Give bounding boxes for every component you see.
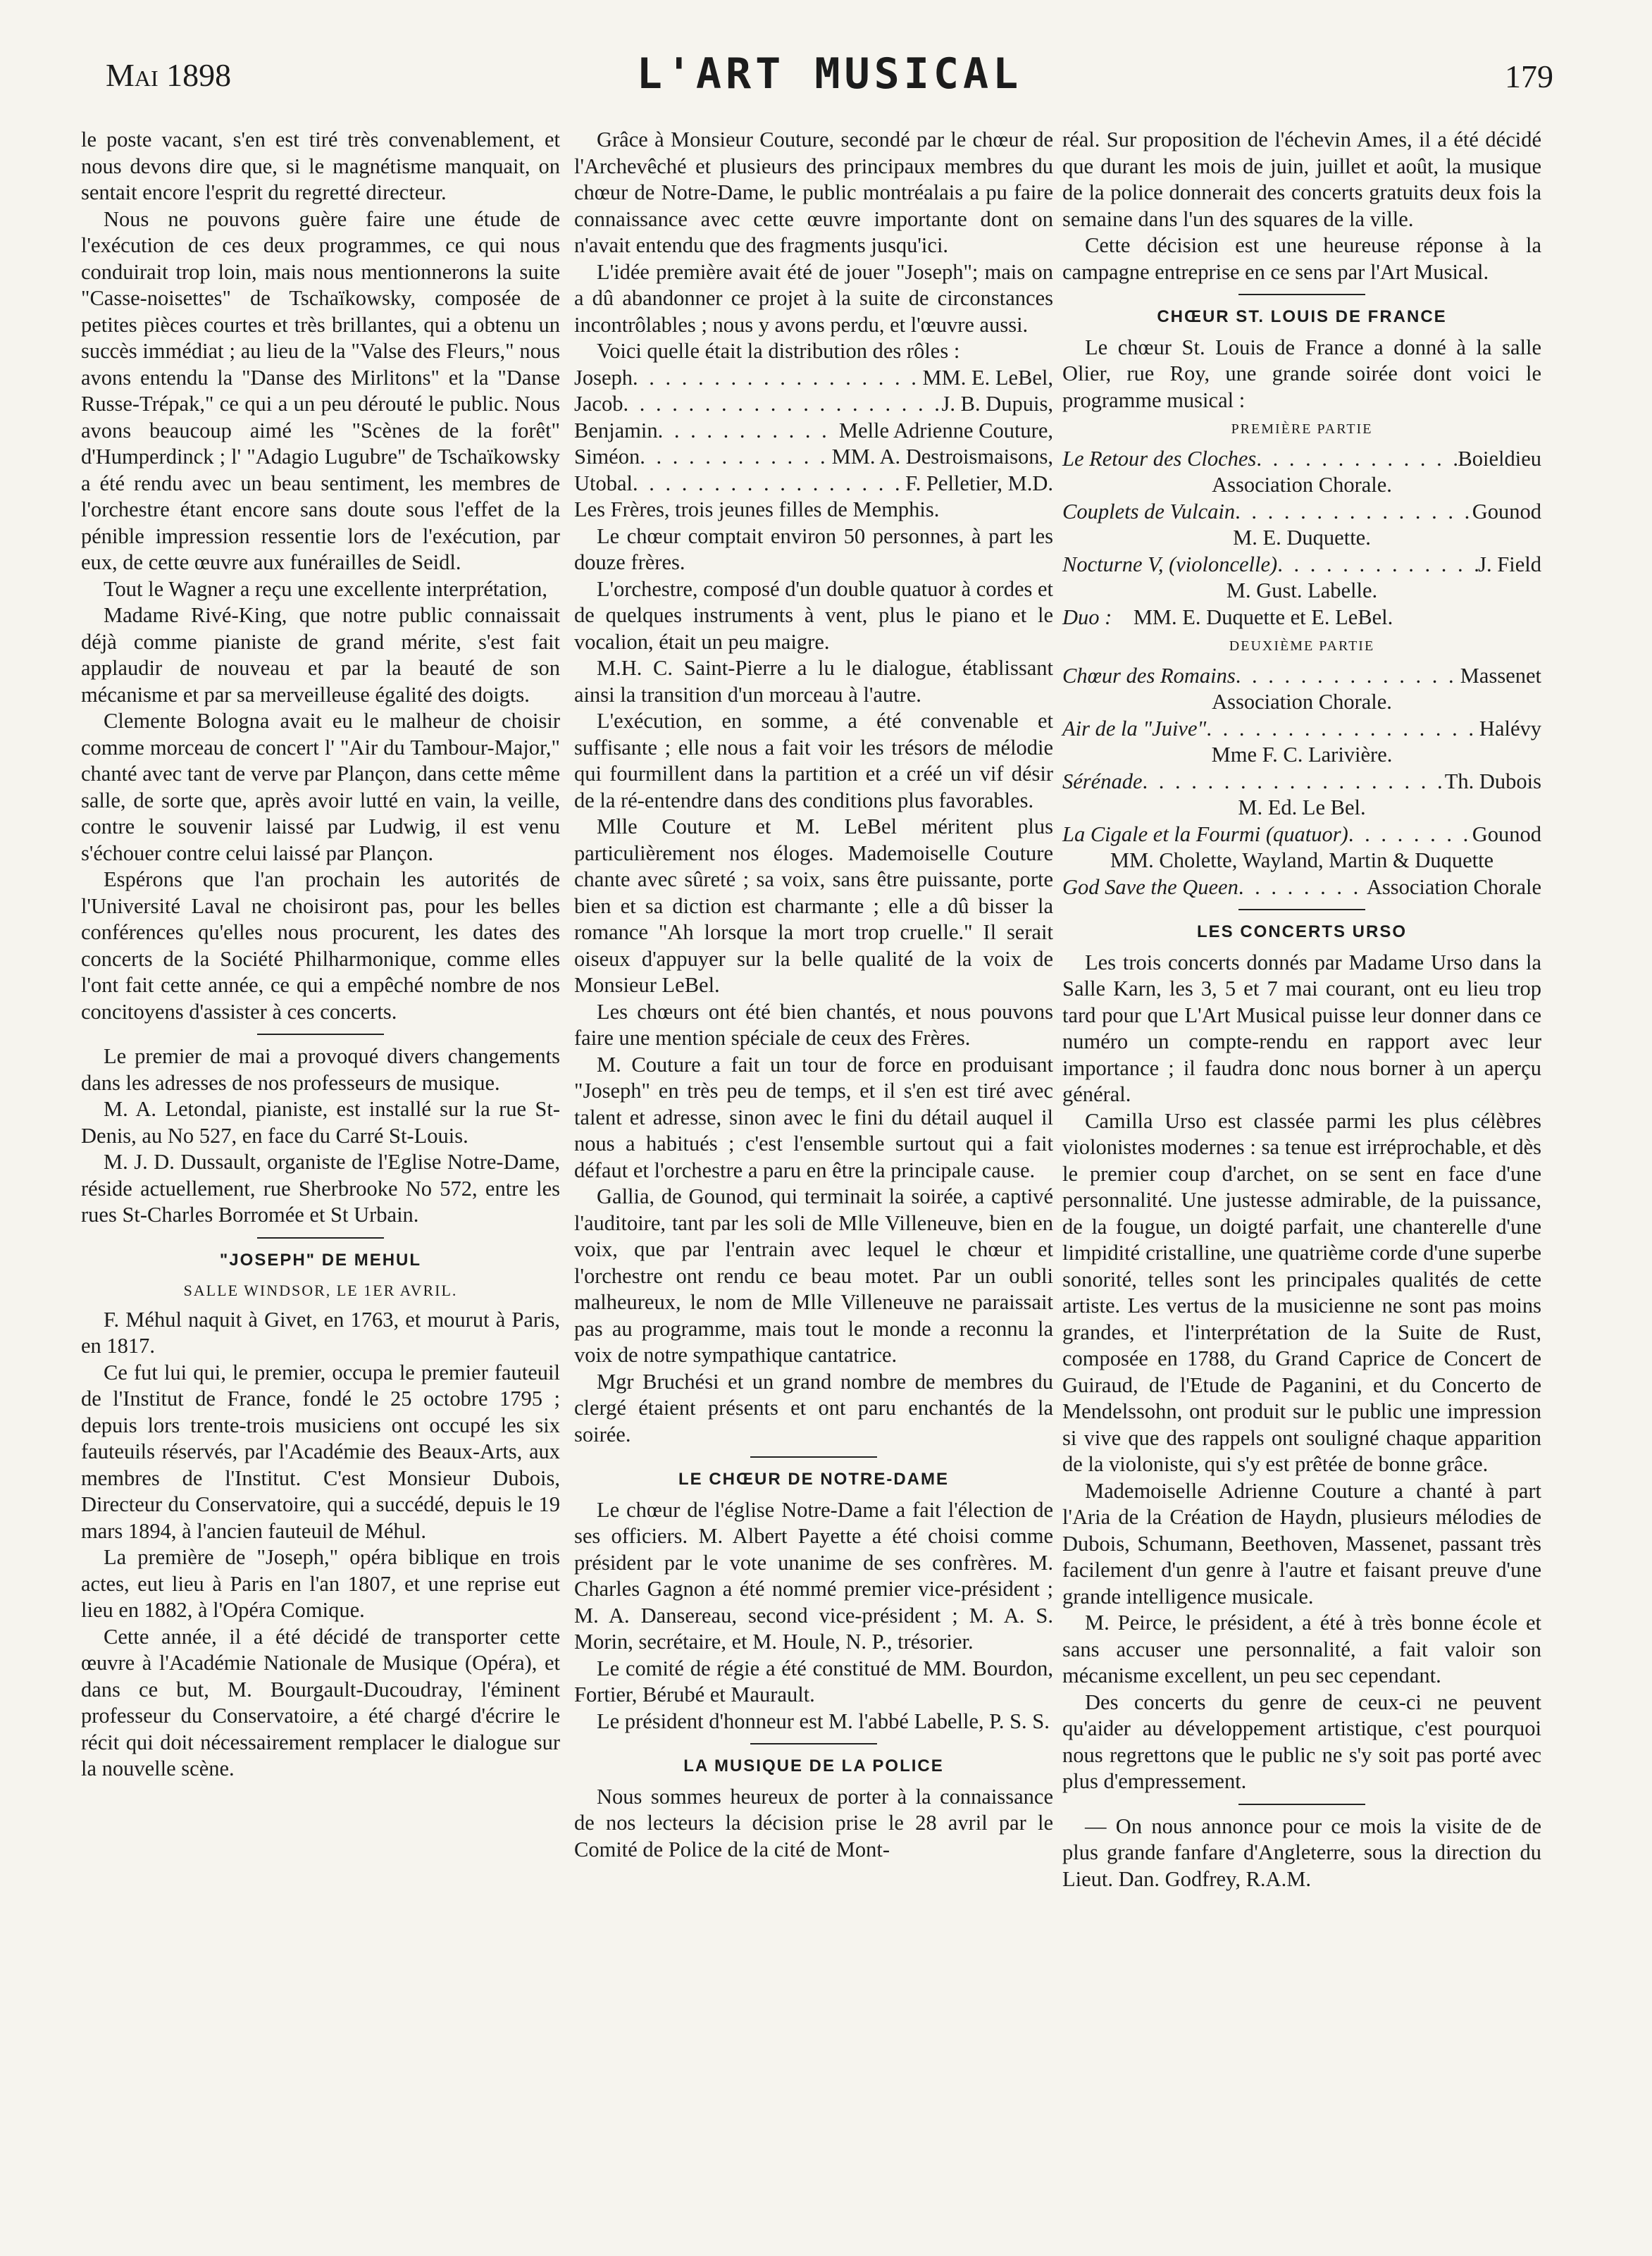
paragraph: L'orchestre, composé d'un double quatuor à cordes et de quelques instruments à vent, plus le piano et le vocalion, était un peu maigre. xyxy=(574,576,1053,654)
paragraph: M. A. Letondal, pianiste, est installé sur la rue St-Denis, au No 527, en face du Carré St-Louis. xyxy=(81,1097,560,1148)
paragraph: Mademoiselle Adrienne Couture a chanté à part l'Aria de la Création de Haydn, plusieurs mélodies de Dubois, Schumann, Beethoven, Massenet, passant très facilement d'un genre à l'autre et faisant preuve d'une grande intelligence musicale. xyxy=(1062,1478,1541,1609)
paragraph: Espérons que l'an prochain les autorités de l'Université Laval ne choisiront pas, pour les belles conférences qu'elles nous procurent, les dates des concerts de la Société Philharmonique, comme elles l'ont fait cette année, ce qui a empêché nombre de nos concitoyens d'assister à ces concerts. xyxy=(81,867,560,1024)
divider xyxy=(257,1237,384,1239)
paragraph: Le président d'honneur est M. l'abbé Labelle, P. S. S. xyxy=(597,1709,1050,1733)
program-item: Couplets de Vulcain . . . Gounod xyxy=(1062,499,1541,526)
program-item: God Save the Queen . . . Association Chorale xyxy=(1062,874,1541,901)
paragraph: Tout le Wagner a reçu une excellente interprétation, xyxy=(104,576,547,601)
paragraph: le poste vacant, s'en est tiré très convenablement, et nous devons dire que, si le magnétisme manquait, on sentait encore l'esprit du regretté directeur. xyxy=(81,128,560,204)
journal-title: L'ART MUSICAL xyxy=(636,49,1023,99)
paragraph: Les trois concerts donnés par Madame Urso dans la Salle Karn, les 3, 5 et 7 mai courant, ont eu lieu trop tard pour que L'Art Musical puisse leur donner dans ce numéro un compte-rendu en rapport avec leur importance ; il faudra donc nous borner à un aperçu général. xyxy=(1062,950,1541,1106)
paragraph: Mgr Bruchési et un grand nombre de membres du clergé étaient présents et ont paru enchantés de la soirée. xyxy=(574,1369,1053,1446)
paragraph: Clemente Bologna avait eu le malheur de choisir comme morceau de concert l' "Air du Tambour-Major," chanté avec tant de verve par Plançon, dans cette même salle, de sorte que, après avoir lutté en vain, la veille, contre le souvenir laissé par Ludwig, il est venu s'échouer contre celui laissé par Plançon. xyxy=(81,709,560,865)
paragraph: Nous ne pouvons guère faire une étude de l'exécution de ces deux programmes, ce qui nous conduirait trop loin, mais nous mentionnerons la suite "Casse-noisettes" de Tschaïkowsky, composée de petites pièces courtes et très brillantes, qui a obtenu un succès immédiat ; au lieu de la "Valse des Fleurs," nous avons entendu la "Danse des Mirlitons" et la "Danse Russe-Trépak," ce qui a un peu dérouté le public. Nous avons beaucoup aimé les "Scènes de la forêt" d'Humperdinck ; l' "Adagio Lugubre" de Tschaïkowsky a été rendu avec un beau sentiment, les membres de l'orchestre étant encore sans doute sous l'effet de la pénible impression ressentie lors de l'exécution, par eux, de cette œuvre aux funérailles de Seidl. xyxy=(81,206,560,574)
paragraph: Le chœur comptait environ 50 personnes, à part les douze frères. xyxy=(574,523,1053,574)
paragraph: La première de "Joseph," opéra biblique en trois actes, eut lieu à Paris en l'an 1807, et une reprise eut lieu en 1882, à l'Opéra Comique. xyxy=(81,1545,560,1622)
paragraph: Nous sommes heureux de porter à la connaissance de nos lecteurs la décision prise le 28 avril par le Comité de Police de la cité de Mont- xyxy=(574,1784,1053,1861)
divider xyxy=(1238,294,1365,295)
paragraph: Le chœur de l'église Notre-Dame a fait l'élection de ses officiers. M. Albert Payette a été choisi comme président par le vote unanime de ses confrères. M. Charles Gagnon a été nommé premier vice-président ; M. A. Dansereau, second vice-président ; M. A. S. Morin, secrétaire, et M. Houle, N. P., trésorier. xyxy=(574,1497,1053,1654)
paragraph: Cette année, il a été décidé de transporter cette œuvre à l'Académie Nationale de Musique (Opéra), et dans ce but, M. Bourgault-Ducoudray, l'éminent professeur du Conservatoire, a été chargé d'écrire le récit qui doit nécessairement remplacer le dialogue sur la nouvelle scène. xyxy=(81,1624,560,1780)
program-performer: Association Chorale. xyxy=(1212,690,1392,714)
program-performer: M. E. Duquette. xyxy=(1233,526,1371,550)
program-item: Air de la "Juive" . . . Halévy xyxy=(1062,716,1541,743)
section-heading: LA MUSIQUE DE LA POLICE xyxy=(683,1756,944,1775)
cast-row: Joseph . . . MM. E. LeBel, xyxy=(574,365,1053,392)
paragraph: Mlle Couture et M. LeBel méritent plus particulièrement nos éloges. Mademoiselle Couture chante avec sûreté ; sa voix, sans être puissante, porte bien et sa diction est charmante ; elle a dû bisser la romance "Ah lorsque la mort trop cruelle." Il serait oiseux d'appuyer sur la belle qualité de la voix de Monsieur LeBel. xyxy=(574,814,1053,997)
section-heading: LE CHŒUR DE NOTRE-DAME xyxy=(678,1470,949,1489)
paragraph: Ce fut lui qui, le premier, occupa le premier fauteuil de l'Institut de France, fondé le 25 octobre 1795 ; depuis lors trente-trois musiciens ont occupé les six fauteuils réservés, par l'Académie des Beaux-Arts, aux membres de l'Institut. C'est Monsieur Dubois, Directeur du Conservatoire, qui a succédé, depuis le 19 mars 1894, à l'ancien fauteuil de Méhul. xyxy=(81,1360,560,1543)
page-number: 179 xyxy=(1505,58,1553,94)
paragraph: Camilla Urso est classée parmi les plus célèbres violonistes modernes : sa tenue est irréprochable, et dès le premier coup d'archet, on se sent en face d'une personnalité. Une justesse admirable, de la puissance, de la fougue, un doigté parfait, une chanterelle d'une limpidité cristalline, une quatrième corde d'une superbe sonorité, telles sont les principales qualités de cette artiste. Les vertus de la musicienne ne sont pas moins grandes, et l'interprétation de la Suite de Rust, composée en 1788, du Grand Caprice de Concert de Guiraud, de l'Etude de Paganini, et du Concerto de Mendelssohn, ont produit sur le public une impression si vive que des rappels ont souligné chaque apparition de la violoniste, qui s'y est prêtée de bonne grâce. xyxy=(1062,1108,1541,1476)
paragraph: Cette décision est une heureuse réponse à la campagne entreprise en ce sens par l'Art Musical. xyxy=(1062,233,1541,284)
paragraph: Le comité de régie a été constitué de MM. Bourdon, Fortier, Bérubé et Maurault. xyxy=(574,1656,1053,1706)
section-heading: CHŒUR ST. LOUIS DE FRANCE xyxy=(1157,307,1447,326)
paragraph: réal. Sur proposition de l'échevin Ames, il a été décidé que durant les mois de juin, juillet et août, la musique de la police donnerait des concerts gratuits deux fois la semaine dans l'un des squares de la ville. xyxy=(1062,128,1541,231)
program-item: Le Retour des Cloches . . . Boieldieu xyxy=(1062,446,1541,473)
paragraph: Le chœur St. Louis de France a donné à la salle Olier, rue Roy, une grande soirée dont voici le programme musical : xyxy=(1062,335,1541,412)
paragraph: L'idée première avait été de jouer "Joseph"; mais on a dû abandonner ce projet à la suite de circonstances incontrôlables ; nous y avons perdu, et l'œuvre aussi. xyxy=(574,259,1053,337)
divider xyxy=(1238,1804,1365,1805)
program-performer: M. Ed. Le Bel. xyxy=(1238,795,1366,819)
cast-row: Jacob . . . J. B. Dupuis, xyxy=(574,391,1053,418)
paragraph: Le premier de mai a provoqué divers changements dans les adresses de nos professeurs de musique. xyxy=(81,1044,560,1095)
program-performer: Mme F. C. Larivière. xyxy=(1211,743,1393,767)
cast-row: Benjamin . . . Melle Adrienne Couture, xyxy=(574,418,1053,445)
divider xyxy=(750,1456,877,1458)
paragraph: M.H. C. Saint-Pierre a lu le dialogue, établissant ainsi la transition d'un morceau à l'autre. xyxy=(574,656,1053,707)
paragraph: Voici quelle était la distribution des rôles : xyxy=(597,339,960,363)
program-item: Chœur des Romains . . . Massenet xyxy=(1062,663,1541,690)
divider xyxy=(1238,909,1365,910)
program-performer: MM. Cholette, Wayland, Martin & Duquette xyxy=(1110,848,1494,872)
program-performer: Association Chorale. xyxy=(1212,473,1392,497)
paragraph: L'exécution, en somme, a été convenable et suffisante ; elle nous a fait voir les trésors de mélodie qui fourmillent dans la partition et a créé un vif désir de la ré-entendre dans des conditions plus favorables. xyxy=(574,709,1053,812)
program-item: Duo : MM. E. Duquette et E. LeBel. xyxy=(1062,605,1393,629)
cast-note: Les Frères, trois jeunes filles de Memphis. xyxy=(574,497,940,521)
program-performer: M. Gust. Labelle. xyxy=(1226,578,1378,602)
page-header xyxy=(106,49,1553,106)
cast-row: Siméon . . . MM. A. Destroismaisons, xyxy=(574,444,1053,471)
divider xyxy=(257,1034,384,1035)
cast-list xyxy=(574,365,1053,497)
divider xyxy=(750,1743,877,1744)
paragraph: M. Couture a fait un tour de force en produisant "Joseph" en très peu de temps, et il s'en est tiré avec talent et adresse, sinon avec le fini du détail auquel il nous a habitués ; c'est l'ensemble surtout qui a fait défaut et l'orchestre a paru en être la principale cause. xyxy=(574,1052,1053,1182)
paragraph: M. J. D. Dussault, organiste de l'Eglise Notre-Dame, réside actuellement, rue Sherbrooke No 572, entre les rues St-Charles Borromée et St Urbain. xyxy=(81,1150,560,1227)
section-subheading: SALLE WINDSOR, LE 1ER AVRIL. xyxy=(183,1282,458,1299)
paragraph: Les chœurs ont été bien chantés, et nous pouvons faire une mention spéciale de ceux des Frères. xyxy=(574,999,1053,1050)
issue-date: Mai 1898 xyxy=(106,57,232,93)
section-heading: "JOSEPH" DE MEHUL xyxy=(219,1250,422,1270)
program-item: La Cigale et la Fourmi (quatuor) . . . Gounod xyxy=(1062,822,1541,848)
paragraph: — On nous annonce pour ce mois la visite de de plus grande fanfare d'Angleterre, sous la direction du Lieut. Dan. Godfrey, R.A.M. xyxy=(1062,1814,1541,1891)
cast-row: Utobal . . . F. Pelletier, M.D. xyxy=(574,471,1053,497)
paragraph: F. Méhul naquit à Givet, en 1763, et mourut à Paris, en 1817. xyxy=(81,1307,560,1358)
column-1 xyxy=(81,127,560,1783)
paragraph: Madame Rivé-King, que notre public connaissait déjà comme pianiste de grand mérite, s'est fait applaudir de nouveau et par la beauté de son mécanisme et par sa merveilleuse égalité des doigts. xyxy=(81,603,560,707)
column-2 xyxy=(574,127,1053,1863)
program-part-heading: PREMIÈRE PARTIE xyxy=(1231,421,1373,437)
paragraph: Grâce à Monsieur Couture, secondé par le chœur de l'Archevêché et plusieurs des principaux membres du chœur de Notre-Dame, le public montréalais a pu faire connaissance avec cette œuvre importante dont on n'avait entendu que des fragments jusqu'ici. xyxy=(574,128,1053,257)
program-part-heading: DEUXIÈME PARTIE xyxy=(1229,638,1375,654)
section-heading: LES CONCERTS URSO xyxy=(1196,922,1408,941)
program-item: Nocturne V, (violoncelle) . . . J. Field xyxy=(1062,552,1541,578)
paragraph: Gallia, de Gounod, qui terminait la soirée, a captivé l'auditoire, tant par les soli de Mlle Villeneuve, bien en voix, que par l'entrain avec lequel le chœur et l'orchestre ont rendu ce beau motet. Par un oubli malheureux, le nom de Mlle Villeneuve ne paraissait pas au programme, mais tout le monde a reconnu la voix de notre sympathique cantatrice. xyxy=(574,1184,1053,1367)
paragraph: M. Peirce, le président, a été à très bonne école et sans accuser une personnalité, a fait valoir son mécanisme excellent, un peu sec cependant. xyxy=(1062,1611,1541,1687)
column-3 xyxy=(1062,127,1541,1892)
paragraph: Des concerts du genre de ceux-ci ne peuvent qu'aider au développement artistique, c'est pourquoi nous regrettons que le public ne s'y soit pas porté avec plus d'empressement. xyxy=(1062,1690,1541,1793)
program-item: Sérénade . . . Th. Dubois xyxy=(1062,769,1541,795)
